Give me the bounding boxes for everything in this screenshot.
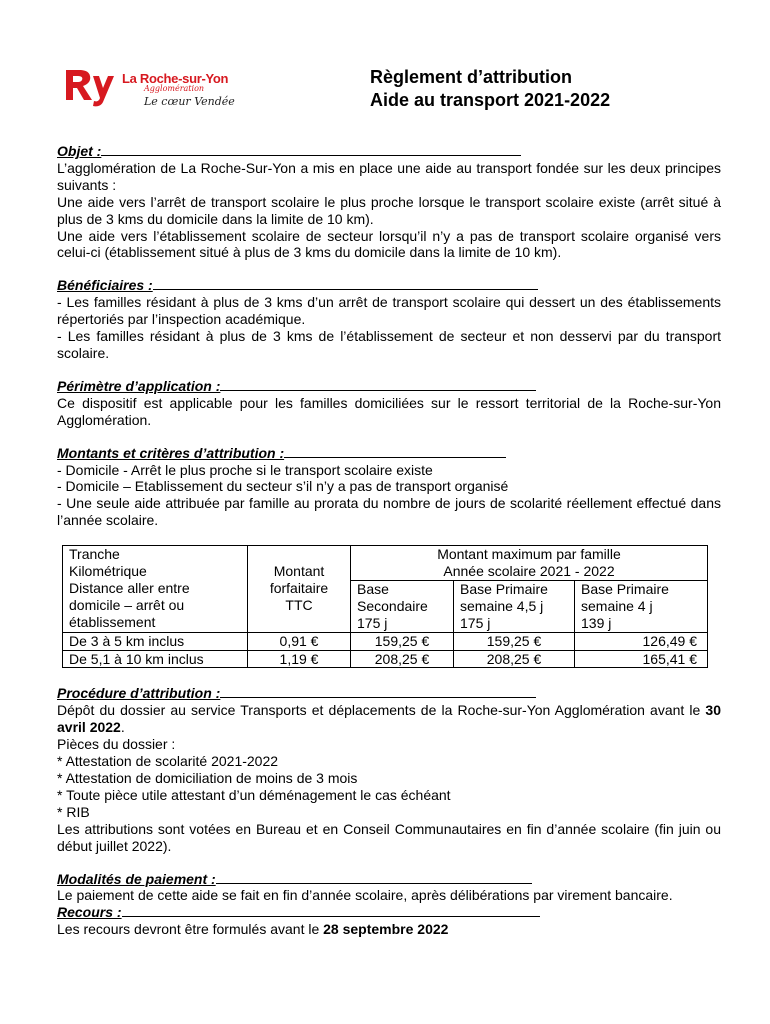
header-base-primaire-4: Base Primaire semaine 4 j 139 j [575, 580, 708, 632]
section-heading-procedure: Procédure d’attribution : [57, 685, 721, 702]
section-heading-paiement: Modalités de paiement : [57, 871, 721, 888]
document-body [57, 143, 721, 938]
header-tranche: Tranche Kilométrique Distance aller entre domicile – arrêt ou établissement [63, 546, 248, 633]
cell-secondaire: 208,25 € [351, 650, 454, 668]
table-row [63, 632, 708, 650]
title-line-2: Aide au transport 2021-2022 [370, 90, 611, 110]
procedure-pieces-label: Pièces du dossier : [57, 736, 176, 753]
cell-primaire-45: 208,25 € [454, 650, 575, 668]
table-row [63, 650, 708, 668]
header-base-secondaire: Base Secondaire 175 j [351, 580, 454, 632]
recours-deadline: 28 septembre 2022 [323, 921, 449, 938]
procedure-piece-item: * Toute pièce utile attestant d’un déménagement le cas échéant [57, 786, 451, 803]
header-base-primaire-45: Base Primaire semaine 4,5 j 175 j [454, 580, 575, 632]
montants-item-3: - Une seule aide attribuée par famille au prorata du nombre de jours de scolarité réellement effectué dans l’année scolaire. [57, 495, 721, 529]
header-montant: Montant forfaitaire TTC [248, 546, 351, 633]
cell-secondaire: 159,25 € [351, 632, 454, 650]
logo-name: La Roche-sur-Yon [122, 71, 229, 86]
cell-primaire-4: 126,49 € [575, 632, 708, 650]
montants-item-2: - Domicile – Etablissement du secteur s’il n’y a pas de transport organisé [57, 478, 509, 495]
objet-paragraph-3: Une aide vers l’établissement scolaire de secteur lorsqu’il n’y a pas de transport scolaire organisé vers celui-ci (établissement situé à plus de 3 kms du domicile dans la limite de 10 km). [57, 227, 721, 261]
procedure-piece-item: * RIB [57, 803, 90, 820]
recours-paragraph: Les recours devront être formulés avant le 28 septembre 2022 [57, 921, 449, 938]
perimetre-paragraph: Ce dispositif est applicable pour les familles domiciliées sur le ressort territorial de la Roche-sur-Yon Agglomération. [57, 394, 721, 428]
cell-tranche: De 5,1 à 10 km inclus [63, 650, 248, 668]
beneficiaires-paragraph-1: - Les familles résidant à plus de 3 kms d’un arrêt de transport scolaire qui dessert un des établissements répertoriés par l’inspection académique. [57, 294, 721, 328]
table-header-row [63, 546, 708, 581]
cell-primaire-45: 159,25 € [454, 632, 575, 650]
section-heading-beneficiaires: Bénéficiaires : [57, 277, 721, 294]
beneficiaires-paragraph-2: - Les familles résidant à plus de 3 kms de l’établissement de secteur et non desservi par du transport scolaire. [57, 328, 721, 361]
objet-paragraph-2: Une aide vers l’arrêt de transport scolaire le plus proche lorsque le transport scolaire existe (arrêt situé à plus de 3 kms du domicile dans la limite de 10 km). [57, 193, 721, 227]
procedure-piece-item: * Attestation de scolarité 2021-2022 [57, 753, 279, 770]
cell-montant: 1,19 € [248, 650, 351, 668]
objet-paragraph-1: L’agglomération de La Roche-Sur-Yon a mis en place une aide au transport fondée sur les deux principes suivants : [57, 159, 721, 193]
cell-primaire-4: 165,41 € [575, 650, 708, 668]
header-montant-maximum: Montant maximum par famille Année scolaire 2021 - 2022 [351, 546, 708, 581]
section-heading-objet: Objet : [57, 143, 721, 160]
ry-logo-mark-icon [62, 66, 122, 108]
procedure-paragraph-1: Dépôt du dossier au service Transports et déplacements de la Roche-sur-Yon Agglomération avant le 30 avril 2022. [57, 702, 721, 736]
procedure-deadline: 30 avril 2022 [57, 702, 721, 736]
section-heading-recours: Recours : [57, 904, 721, 921]
paiement-paragraph: Le paiement de cette aide se fait en fin d’année scolaire, après délibérations par virement bancaire. [57, 887, 673, 904]
title-line-1: Règlement d’attribution [370, 67, 572, 87]
section-heading-montants: Montants et critères d’attribution : [57, 445, 721, 462]
section-heading-perimetre: Périmètre d’application : [57, 378, 721, 395]
montants-item-1: - Domicile - Arrêt le plus proche si le transport scolaire existe [57, 461, 433, 478]
logo-tagline: Le cœur Vendée [144, 95, 235, 108]
logo [62, 66, 252, 116]
procedure-piece-item: * Attestation de domiciliation de moins de 3 mois [57, 770, 358, 786]
cell-tranche: De 3 à 5 km inclus [63, 632, 248, 650]
logo-subtitle: Agglomération [144, 84, 205, 93]
page-title [370, 66, 610, 112]
attribution-table [62, 545, 708, 668]
cell-montant: 0,91 € [248, 632, 351, 650]
procedure-paragraph-2: Les attributions sont votées en Bureau et en Conseil Communautaires en fin d’année scolaire (fin juin ou début juillet 2022). [57, 820, 721, 854]
